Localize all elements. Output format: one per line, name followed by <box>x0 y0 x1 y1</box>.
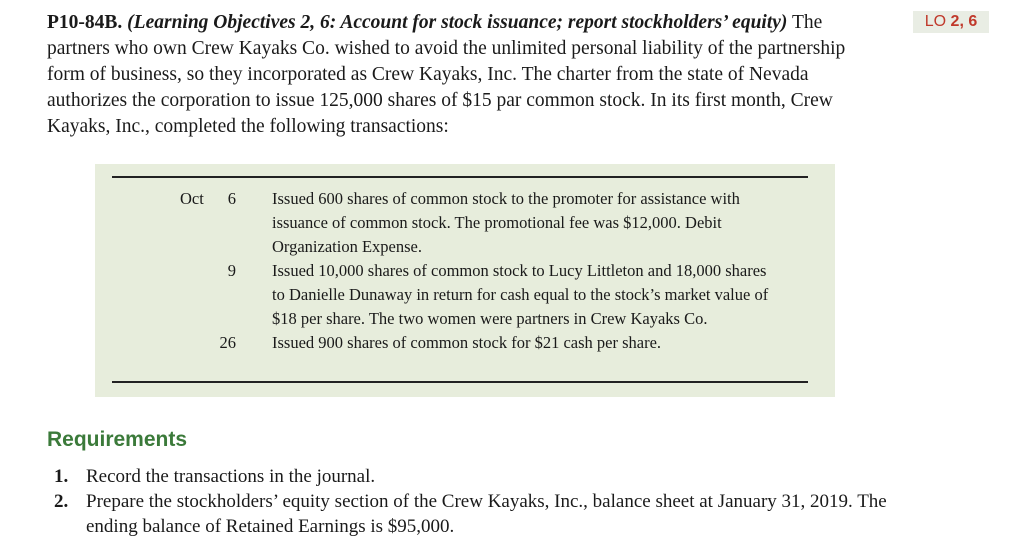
learning-objectives: (Learning Objectives 2, 6: Account for stock issuance; report stockholders’ equity) <box>127 12 788 33</box>
transaction-day: 6 <box>227 189 236 208</box>
requirement-item <box>54 464 914 489</box>
requirement-text: Record the transactions in the journal. <box>86 466 376 487</box>
requirements-list <box>54 464 914 539</box>
requirement-item <box>54 489 914 539</box>
transaction-month: Oct <box>180 189 204 208</box>
requirements-heading: Requirements <box>47 428 188 451</box>
lo-badge-numbers: 2, 6 <box>950 13 978 30</box>
transaction-row <box>95 331 835 355</box>
lo-badge <box>913 11 989 33</box>
requirement-number: 1. <box>54 466 69 487</box>
problem-statement <box>47 10 867 140</box>
transaction-row <box>95 259 835 331</box>
requirement-number: 2. <box>54 491 69 512</box>
lo-badge-prefix: LO <box>924 13 947 30</box>
transaction-row <box>95 187 835 259</box>
transactions-table <box>95 164 835 397</box>
transaction-description: Issued 900 shares of common stock for $21 cash per share. <box>272 333 662 352</box>
transaction-description: Issued 10,000 shares of common stock to Lucy Littleton and 18,000 shares to Danielle Dunaway in return for cash equal to the stock’s market value of $18 per share. The two women were partners in Crew Kayaks Co. <box>272 261 769 328</box>
problem-id: P10-84B. <box>47 12 123 33</box>
requirement-text: Prepare the stockholders’ equity section of the Crew Kayaks, Inc., balance sheet at January 31, 2019. The ending balance of Retained Earnings is $95,000. <box>86 491 887 537</box>
problem-body: The partners who own Crew Kayaks Co. wished to avoid the unlimited personal liability of the partnership form of business, so they incorporated as Crew Kayaks, Inc. The charter from the state of Nevada authorizes the corporation to issue 125,000 shares of $15 par common stock. In its first month, Crew Kayaks, Inc., completed the following transactions: <box>47 12 846 137</box>
transaction-day: 26 <box>219 333 236 352</box>
transaction-day: 9 <box>227 261 236 280</box>
transactions-list <box>95 187 835 355</box>
table-bottom-rule <box>112 381 808 383</box>
table-top-rule <box>112 176 808 178</box>
transaction-description: Issued 600 shares of common stock to the promoter for assistance with issuance of common stock. The promotional fee was $12,000. Debit Organization Expense. <box>272 189 740 256</box>
